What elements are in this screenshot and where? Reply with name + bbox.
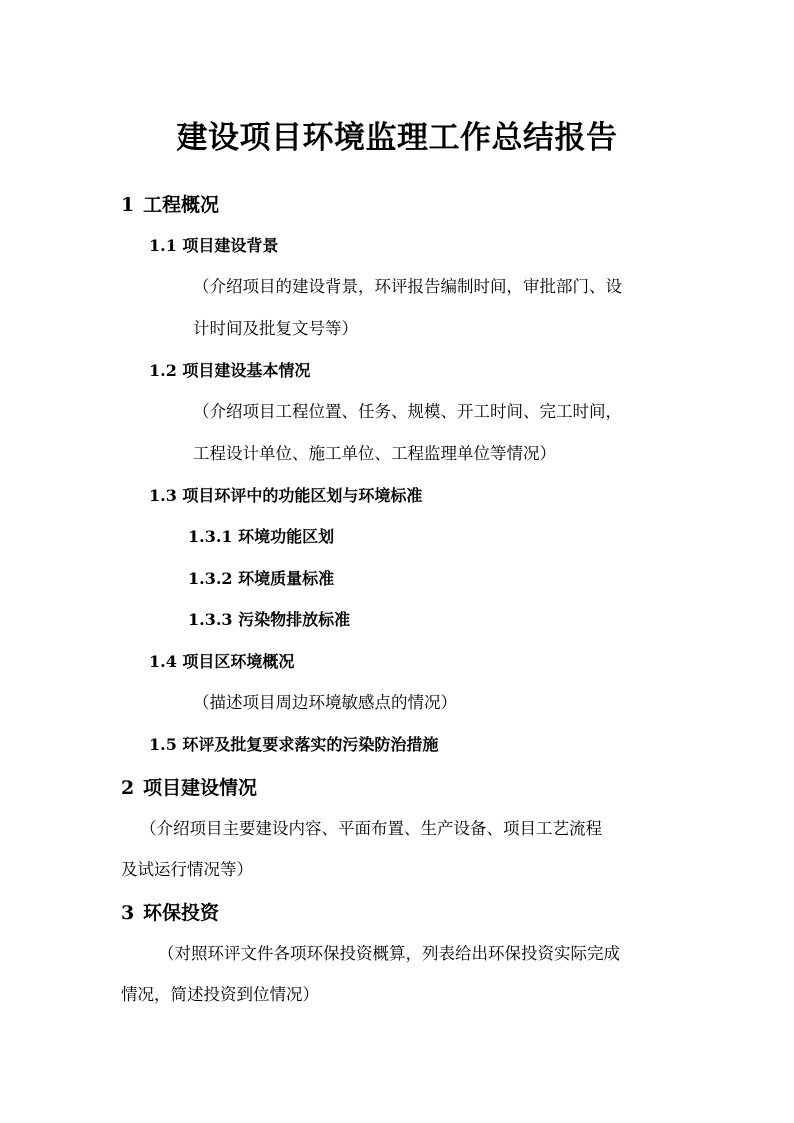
paragraph-line: （对照环评文件各项环保投资概算，列表给出环保投资实际完成 bbox=[158, 944, 620, 963]
paragraph-line: （介绍项目工程位置、任务、规模、开工时间、完工时间， bbox=[193, 402, 622, 421]
subsection-1-4-heading: 1.4 项目区环境概况 bbox=[149, 652, 295, 671]
subsection-1-5-heading: 1.5 环评及批复要求落实的污染防治措施 bbox=[149, 735, 439, 754]
document-title: 建设项目环境监理工作总结报告 bbox=[176, 120, 618, 156]
section-number: 2 bbox=[121, 777, 135, 799]
section-3-heading bbox=[121, 898, 219, 925]
paragraph-line: （介绍项目的建设背景，环评报告编制时间，审批部门、设 bbox=[193, 277, 622, 296]
section-2-heading bbox=[121, 773, 257, 800]
section-title: 工程概况 bbox=[143, 194, 220, 216]
paragraph-line: 工程设计单位、施工单位、工程监理单位等情况） bbox=[193, 444, 556, 463]
paragraph-line: 及试运行情况等） bbox=[121, 860, 253, 879]
sub-subsection-heading: 1.3.2 环境质量标准 bbox=[188, 569, 335, 588]
paragraph-line: （描述项目周边环境敏感点的情况） bbox=[193, 693, 457, 712]
paragraph-line: 计时间及批复文号等） bbox=[193, 319, 358, 338]
paragraph-line: （介绍项目主要建设内容、平面布置、生产设备、项目工艺流程 bbox=[140, 819, 602, 838]
sub-subsection-heading: 1.3.3 污染物排放标准 bbox=[188, 610, 351, 629]
paragraph-line: 情况，简述投资到位情况） bbox=[121, 985, 319, 1004]
sub-subsection-heading: 1.3.1 环境功能区划 bbox=[188, 527, 335, 546]
section-1-heading bbox=[121, 190, 219, 217]
section-number: 3 bbox=[121, 902, 135, 924]
section-title: 项目建设情况 bbox=[143, 777, 258, 799]
subsection-1-1-heading: 1.1 项目建设背景 bbox=[149, 236, 279, 255]
subsection-1-2-heading: 1.2 项目建设基本情况 bbox=[149, 361, 311, 380]
section-number: 1 bbox=[121, 194, 135, 216]
subsection-1-3-heading: 1.3 项目环评中的功能区划与环境标准 bbox=[149, 486, 423, 505]
section-title: 环保投资 bbox=[143, 902, 220, 924]
